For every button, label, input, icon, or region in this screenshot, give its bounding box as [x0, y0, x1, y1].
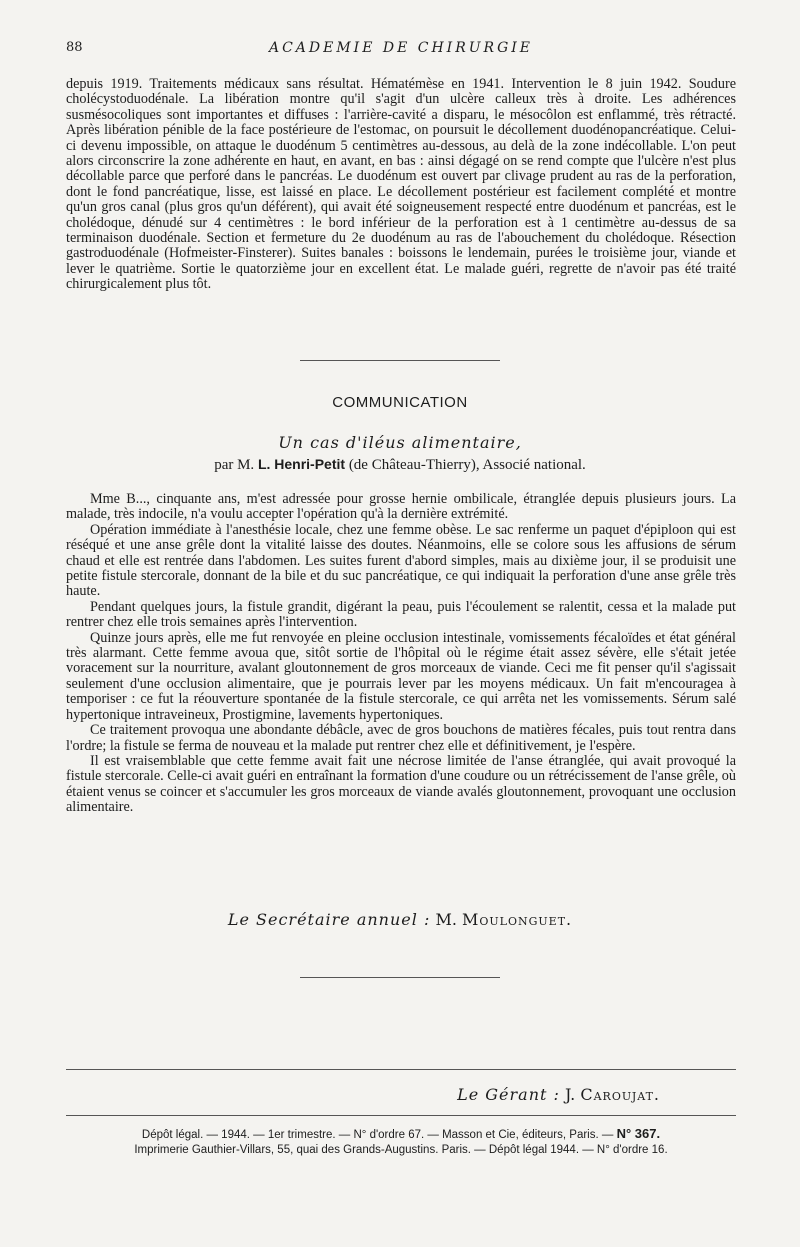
article-byline	[0, 456, 800, 474]
secretary-name-prefix: M.	[435, 910, 457, 929]
footer-line-2: Imprimerie Gauthier-Villars, 55, quai des Grands-Augustins. Paris. — Dépôt légal 1944. — N° d'ordre 16.	[134, 1144, 668, 1156]
continuation-text-block	[66, 77, 736, 293]
gerant-signature	[0, 1085, 660, 1104]
byline-suffix: (de Château-Thierry), Associé national.	[348, 457, 586, 473]
gerant-name: Caroujat.	[580, 1085, 660, 1104]
article-title: Un cas d'iléus alimentaire,	[278, 433, 522, 452]
running-head: ACADEMIE DE CHIRURGIE	[268, 40, 534, 56]
article-paragraph: Quinze jours après, elle me fut renvoyée en pleine occlusion intestinale, vomissements fécaloïdes et état général très alarmant. Cette femme avoua que, sitôt sortie de l'hôpital où le régime était assez sévère, elle s'était jetée voracement sur la nourriture, avalant gloutonnement de gros morceaux de viande. Ceci me fit penser qu'il s'agissait seulement d'une occlusion alimentaire, que je pourrais lever par les moyens médicaux. Un fait m'encouragea à temporiser : ce fut la réouverture spontanée de la fistule stercorale, ce qui arrêta net les vomissements. Sérum salé hypertonique intraveineux, Prostigmine, lavements hypertoniques.	[66, 629, 736, 723]
article-paragraph: Pendant quelques jours, la fistule grandit, digérant la peau, puis l'écoulement se ralentit, cessa et la malade put rentrer chez elle trois semaines après l'intervention.	[66, 598, 736, 631]
footer-issue-number: N° 367.	[616, 1126, 661, 1141]
end-divider	[300, 977, 500, 978]
footer-bottom-rule	[66, 1115, 736, 1116]
article-paragraph: Opération immédiate à l'anesthésie locale, chez une femme obèse. Le sac renferme un paquet d'épiploon qui est réséqué et une anse grêle dont la vitalité laisse des doutes. Néanmoins, elle se colore sous les affusions de sérum chaud et elle est rentrée dans l'abdomen. Les suites furent d'abord simples, mais au dixième jour, il se produisit une petite fistule stercorale, donnant de la bile et du suc pancréatique, ce qui indiquait la perforation d'une anse grêle très haute.	[66, 521, 736, 600]
section-title: COMMUNICATION	[332, 394, 468, 411]
secretary-signature	[0, 910, 800, 929]
footer-line-1	[66, 1126, 736, 1143]
gerant-name-prefix: J.	[565, 1085, 576, 1104]
article-paragraph: Ce traitement provoqua une abondante débâcle, avec de gros bouchons de matières fécales, puis tout rentra dans l'ordre; la fistule se ferma de nouveau et la malade put rentrer chez elle et définitivement, je l'espère.	[66, 722, 736, 754]
article-paragraph: Il est vraisemblable que cette femme avait fait une nécrose limitée de l'anse étranglée, qui avait provoqué la fistule stercorale. Celle-ci avait guéri en entraînant la formation d'une coudure ou un rétrécissement de l'anse grêle, où étaient venus se coincer et s'accumuler les gros morceaux de viande avalés gloutonnement, provoquant une occlusion alimentaire.	[66, 752, 736, 816]
secretary-role: Le Secrétaire annuel :	[227, 910, 431, 929]
page-number: 88	[66, 40, 83, 55]
imprint-footer	[66, 1126, 736, 1158]
footer-top-rule	[66, 1069, 736, 1070]
author-name: L. Henri-Petit	[257, 456, 346, 472]
article-body	[66, 492, 736, 816]
byline-prefix: par M.	[214, 457, 255, 473]
page-header	[66, 40, 736, 60]
article-paragraph: Mme B..., cinquante ans, m'est adressée pour grosse hernie ombilicale, étranglée depuis plusieurs jours. La malade, très indocile, n'a voulu accepter l'opération qu'à la dernière extrémité.	[66, 491, 736, 523]
secretary-name: Moulonguet.	[462, 910, 573, 929]
continuation-paragraph: depuis 1919. Traitements médicaux sans résultat. Hématémèse en 1941. Intervention le 8 juin 1942. Soudure cholécystoduodénale. La libération montre qu'il s'agit d'un ulcère calleux très à droite. Les adhérences susmésocoliques sont importantes et diffuses : l'arrière-cavité a disparu, le mésocôlon est enflammé, très rétracté. Après libération pénible de la face postérieure de l'estomac, on poursuit le décollement duodénopancréatique. Celui-ci devenu impossible, on attaque le duodénum 5 centimètres au-dessous, au delà de la zone indécollable. L'on peut alors circonscrire la zone adhérente en haut, en avant, en bas : ainsi dégagé on se rend compte que l'ulcère n'est plus décollable parce que perforé dans le pancréas. Le duodénum est ouvert par clivage prudent au ras de la perforation, dont le fond pancréatique, lisse, est laissé en place. Le décollement postérieur est facilement complété et montre qu'un gros canal (plus gros qu'un déférent), qui avait été soigneusement respecté entre duodénum et pancréas, est le cholédoque, dénudé sur 4 centimètres : le bord inférieur de la perforation est à 1 centimètre au-dessus de sa terminaison duodénale. Section et fermeture du 2e duodénum au ras de l'abouchement du cholédoque. Résection gastroduodénale (Hofmeister-Finsterer). Suites banales : boissons le lendemain, purées le troisième jour, viande et lever le quatrième. Sortie le quatorzième jour en excellent état. Le malade guéri, regrette de n'avoir pas été traité chirurgicalement plus tôt.	[66, 76, 736, 293]
gerant-role: Le Gérant :	[457, 1085, 560, 1104]
footer-legal-text: Dépôt légal. — 1944. — 1er trimestre. — N° d'ordre 67. — Masson et Cie, éditeurs, Paris. —	[141, 1129, 614, 1141]
section-divider	[300, 360, 500, 361]
